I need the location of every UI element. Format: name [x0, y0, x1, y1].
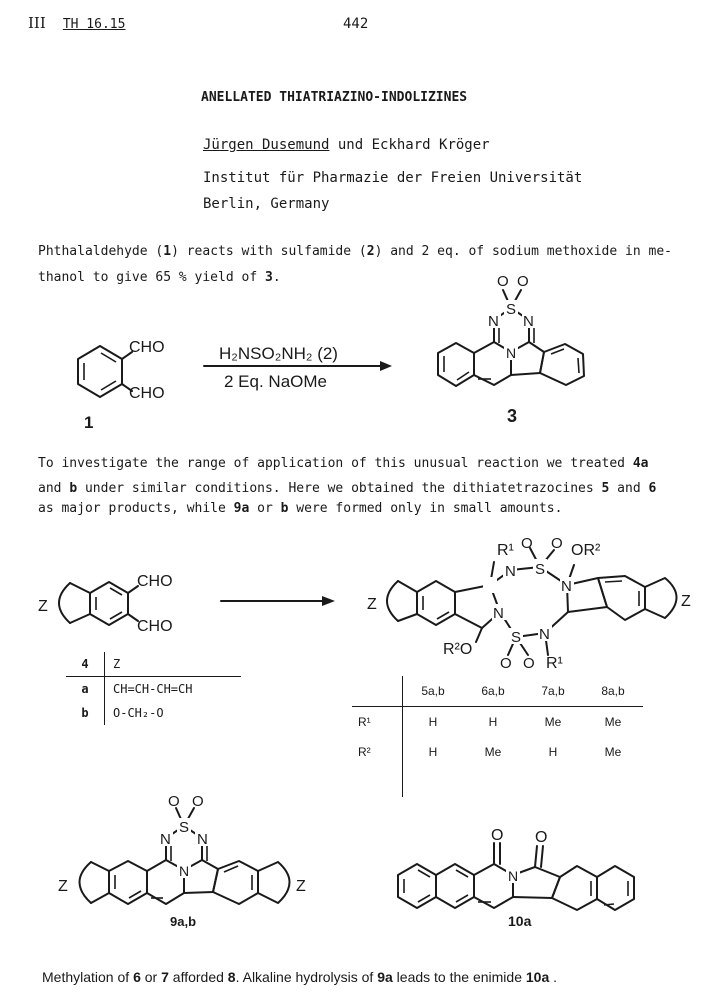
- compound-label-1: 1: [84, 413, 94, 432]
- p2-text: were formed only in small amounts.: [288, 501, 563, 516]
- atom-n: N: [197, 831, 208, 848]
- compound-ref: b: [69, 481, 78, 496]
- atom-n: N: [561, 578, 572, 595]
- bond: [91, 893, 109, 903]
- reagent-label: 2 Eq. NaOMe: [224, 372, 327, 391]
- p3-text: afforded: [168, 969, 228, 985]
- table-cell: b: [66, 701, 105, 725]
- compound-ref: 5: [601, 481, 610, 496]
- table-cell: R²: [352, 737, 403, 767]
- compound-ref: 2: [366, 244, 375, 259]
- cho-label: CHO: [129, 385, 165, 402]
- atom-o: O: [497, 273, 509, 290]
- atom-s: S: [511, 629, 522, 646]
- compound-ref: 10a: [525, 969, 550, 985]
- bond: [535, 846, 537, 867]
- table-cell: H: [428, 715, 438, 729]
- cho-label: CHO: [137, 618, 173, 635]
- table-cell: a: [66, 677, 105, 702]
- p3-text: leads to the enimide: [392, 969, 526, 985]
- atom-o: O: [500, 655, 512, 672]
- compound-ref: 9a: [377, 969, 393, 985]
- atom-n: N: [523, 313, 534, 330]
- atom-o: O: [517, 273, 529, 290]
- atom-n: N: [508, 868, 519, 884]
- compound-label-9: 9a,b: [170, 914, 197, 929]
- paragraph-3: [42, 969, 557, 985]
- p3-text: . Alkaline hydrolysis of: [235, 969, 378, 985]
- cho-label: CHO: [137, 573, 173, 590]
- table-cell: R¹: [352, 707, 403, 738]
- p1-text: thanol to give 65 % yield of: [38, 270, 265, 285]
- p3-text: Methylation of: [42, 969, 134, 985]
- header-roman: III: [28, 14, 46, 32]
- compound-ref: 7: [161, 969, 169, 985]
- atom-o: O: [551, 535, 563, 552]
- p2-text: To investigate the range of application of this unusual reaction we treated: [38, 456, 633, 471]
- z-label: Z: [367, 596, 377, 613]
- table-header-cell: 8a,b: [583, 676, 643, 707]
- z-label: Z: [38, 598, 48, 615]
- bond: [91, 862, 109, 871]
- table-cell: Me: [484, 745, 502, 759]
- r1-label: R¹: [497, 542, 514, 559]
- atom-o: O: [192, 793, 204, 810]
- double-bond: [604, 904, 614, 905]
- p1-text: .: [272, 270, 281, 285]
- p2-text: under similar conditions. Here we obtained the dithiatetrazocines: [77, 481, 602, 496]
- header-code: TH 16.15: [62, 17, 126, 32]
- table-cell: Me: [604, 745, 622, 759]
- z-label: Z: [58, 878, 68, 895]
- table-cell: CH=CH-CH=CH: [113, 682, 193, 696]
- compound-ref: 6: [133, 969, 141, 985]
- table-header-cell: 5a,b: [403, 676, 464, 707]
- compound-ref: 4a: [632, 456, 649, 471]
- atom-o: O: [535, 829, 548, 846]
- reagent-label: H₂NSO₂NH₂ (2): [219, 344, 338, 363]
- author-1: Jürgen Dusemund: [203, 137, 330, 153]
- table-header-cell: 7a,b: [523, 676, 583, 707]
- p2-text: or: [249, 501, 281, 516]
- page-number: 442: [343, 16, 369, 32]
- p2-text: as major products, while: [38, 501, 234, 516]
- atom-n: N: [539, 626, 550, 643]
- p3-text: .: [549, 969, 558, 985]
- atom-s: S: [535, 561, 546, 578]
- z-bridge: [80, 862, 92, 903]
- compound-ref: 1: [163, 244, 172, 259]
- atom-s: S: [179, 819, 190, 836]
- compound-label-10a: 10a: [508, 913, 532, 929]
- table-cell: Me: [604, 715, 622, 729]
- p2-text: and: [609, 481, 649, 496]
- p1-text: ) reacts with sulfamide (: [171, 244, 367, 259]
- benzene-ring: [436, 864, 474, 908]
- p3-text: or: [140, 969, 162, 985]
- table-cell: H: [488, 715, 498, 729]
- compound-label-3: 3: [507, 406, 518, 426]
- cho-label: CHO: [129, 339, 165, 356]
- compound-9-structure: [58, 793, 306, 929]
- atom-n: N: [493, 605, 504, 622]
- table-header-cell: Z: [105, 652, 242, 677]
- atom-s: S: [506, 301, 517, 318]
- atom-o: O: [523, 655, 535, 672]
- bond: [541, 846, 543, 867]
- z-label: Z: [681, 593, 691, 610]
- r2o-label: R²O: [443, 641, 473, 658]
- affiliation-line2: Berlin, Germany: [203, 196, 330, 212]
- atom-n: N: [506, 345, 517, 361]
- compound-10a-structure: [398, 827, 634, 929]
- or2-label: OR²: [571, 542, 601, 559]
- author-2: Eckhard Kröger: [371, 137, 490, 153]
- table-cell: Me: [544, 715, 562, 729]
- author-joiner: und: [329, 137, 372, 153]
- atom-n: N: [160, 831, 171, 848]
- atom-n: N: [488, 313, 499, 330]
- p1-text: ) and 2 eq. of sodium methoxide in me-: [374, 244, 672, 259]
- z-bridge: [258, 862, 290, 903]
- r1-label: R¹: [546, 655, 563, 672]
- paper-title: ANELLATED THIATRIAZINO-INDOLIZINES: [201, 90, 468, 105]
- table-cell: H: [428, 745, 438, 759]
- compound-ref: 6: [648, 481, 657, 496]
- table-cell: O-CH₂-O: [113, 706, 164, 720]
- atom-o: O: [521, 535, 533, 552]
- compound-ref: 3: [264, 270, 273, 285]
- atom-o: O: [491, 827, 504, 844]
- atom-n: N: [505, 563, 516, 580]
- table-header-cell: 4: [66, 652, 105, 677]
- atom-o: O: [168, 793, 180, 810]
- table-cell: H: [548, 745, 558, 759]
- compound-ref: b: [280, 501, 289, 516]
- p2-text: and: [38, 481, 70, 496]
- table-header-cell: 6a,b: [463, 676, 523, 707]
- z-label: Z: [296, 878, 306, 895]
- compound-ref: 9a: [233, 501, 250, 516]
- affiliation-line1: Institut für Pharmazie der Freien Universität: [203, 170, 583, 186]
- p1-text: Phthalaldehyde (: [38, 244, 164, 259]
- compound-ref: 8: [227, 969, 236, 985]
- atom-n: N: [179, 863, 190, 879]
